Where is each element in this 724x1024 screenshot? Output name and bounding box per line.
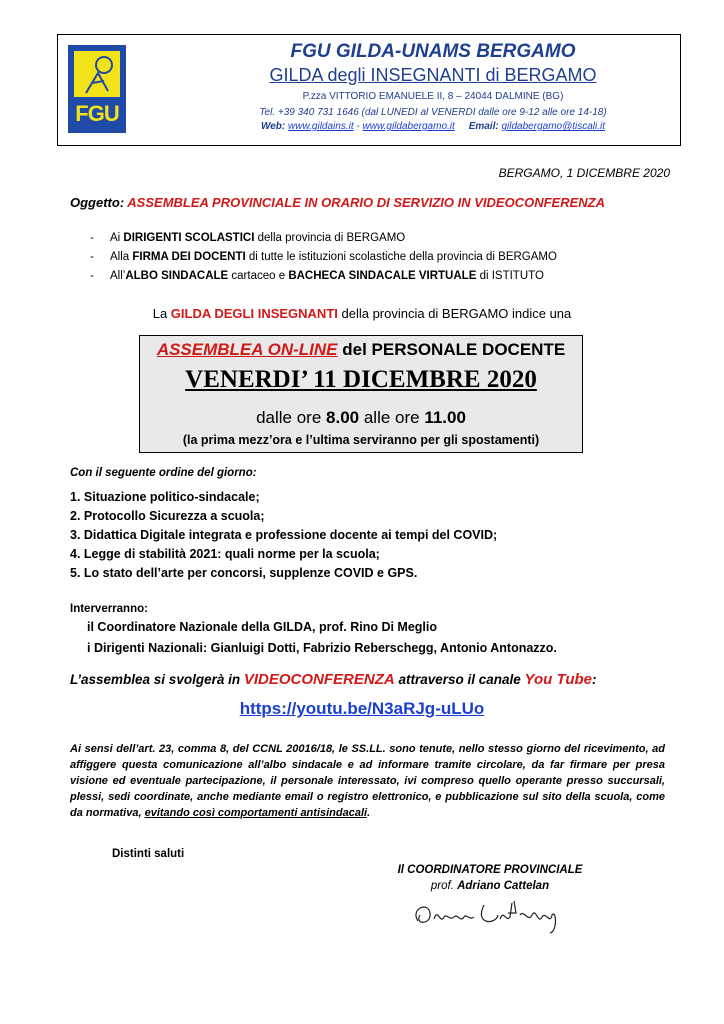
recipient-item: - Ai DIRIGENTI SCOLASTICI della provincia di BERGAMO (90, 229, 557, 248)
youtube-link-line (0, 699, 724, 719)
intro-line: La GILDA DEGLI INSEGNANTI della provincia di BERGAMO indice una (152, 306, 572, 321)
agenda-item: 3. Didattica Digitale integrata e professione docente ai tempi del COVID; (70, 528, 498, 542)
letterhead (57, 34, 681, 146)
subject-text: ASSEMBLEA PROVINCIALE IN ORARIO DI SERVIZIO IN VIDEOCONFERENZA (127, 195, 605, 210)
document-date: BERGAMO, 1 DICEMBRE 2020 (498, 166, 670, 180)
email-prefix: Email: (468, 121, 499, 132)
recipient-item: - Alla FIRMA DEI DOCENTI di tutte le istituzioni scolastiche della provincia di BERGAMO (90, 248, 557, 267)
legal-notice: Ai sensi dell’art. 23, comma 8, del CCNL 20016/18, le SS.LL. sono tenute, nello stesso giorno del ricevimento, ad affiggere questa comunicazione all’albo sindacale e ad informare tramite circolare, da far firmare per presa visione ed eventuale partecipazione, il personale interessato, ivi compreso quello operante presso succursali, plessi, sedi coordinate, anche mediante email o registro elettronico, e pubblicazione sul sito della scuola, come da normativa, evitando così comportamenti antisindacali. (70, 743, 665, 819)
coordinator-name: prof. Adriano Cattelan (430, 880, 550, 892)
announcement-box (139, 335, 583, 453)
letterhead-address: P.zza VITTORIO EMANUELE II, 8 – 24044 DALMINE (BG) (302, 91, 564, 102)
web-prefix: Web: (260, 121, 286, 132)
agenda-item: 5. Lo stato dell’arte per concorsi, supplenze COVID e GPS. (70, 566, 418, 580)
email-link[interactable]: gildabergamo@tiscali.it (501, 121, 606, 132)
closing-greeting: Distinti saluti (112, 848, 185, 860)
announcement-heading: ASSEMBLEA ON-LINE del PERSONALE DOCENTE (156, 340, 566, 359)
recipients-list (90, 229, 557, 286)
agenda-list (70, 488, 497, 583)
web-separator: - (353, 121, 363, 132)
coordinator-title: Il COORDINATORE PROVINCIALE (397, 864, 583, 876)
subject-line (70, 195, 605, 210)
web-link-gildains[interactable]: www.gildains.it (288, 121, 354, 132)
fgu-logo (68, 45, 126, 133)
announcement-note: (la prima mezz’ora e l’ultima serviranno per gli spostamenti) (182, 433, 540, 447)
web-link-gildabergamo[interactable]: www.gildabergamo.it (362, 121, 455, 132)
announcement-date: VENERDI’ 11 DICEMBRE 2020 (185, 366, 537, 393)
agenda-label: Con il seguente ordine del giorno: (70, 467, 257, 479)
agenda-item: 1. Situazione politico-sindacale; (70, 490, 260, 504)
videoconference-line: L’assemblea si svolgerà in VIDEOCONFERENZA attraverso il canale You Tube: (70, 671, 597, 688)
signature-image (400, 895, 570, 935)
letterhead-title: FGU GILDA-UNAMS BERGAMO (290, 41, 576, 62)
youtube-link[interactable]: https://youtu.be/N3aRJg-uLUo (239, 699, 485, 718)
agenda-item: 4. Legge di stabilità 2021: quali norme per la scuola; (70, 547, 380, 561)
speaker-line: il Coordinatore Nazionale della GILDA, prof. Rino Di Meglio (87, 620, 438, 634)
agenda-item: 2. Protocollo Sicurezza a scuola; (70, 509, 265, 523)
recipient-item: - All’ALBO SINDACALE cartaceo e BACHECA SINDACALE VIRTUALE di ISTITUTO (90, 267, 557, 286)
logo-text: FGU (75, 101, 119, 126)
subject-label: Oggetto: (70, 195, 125, 210)
logo-figure-icon (78, 53, 118, 99)
speakers-label: Interverranno: (70, 603, 148, 615)
announcement-time: dalle ore 8.00 alle ore 11.00 (256, 408, 466, 427)
letterhead-web (218, 121, 648, 132)
speaker-line: i Dirigenti Nazionali: Gianluigi Dotti, Fabrizio Reberschegg, Antonio Antonazzo. (87, 641, 557, 655)
letterhead-subtitle: GILDA degli INSEGNANTI di BERGAMO (269, 65, 597, 85)
intro-highlight: GILDA DEGLI INSEGNANTI (170, 306, 338, 321)
letterhead-phone: Tel. +39 340 731 1646 (dal LUNEDI al VENERDI dalle ore 9-12 alle ore 14-18) (259, 107, 607, 118)
